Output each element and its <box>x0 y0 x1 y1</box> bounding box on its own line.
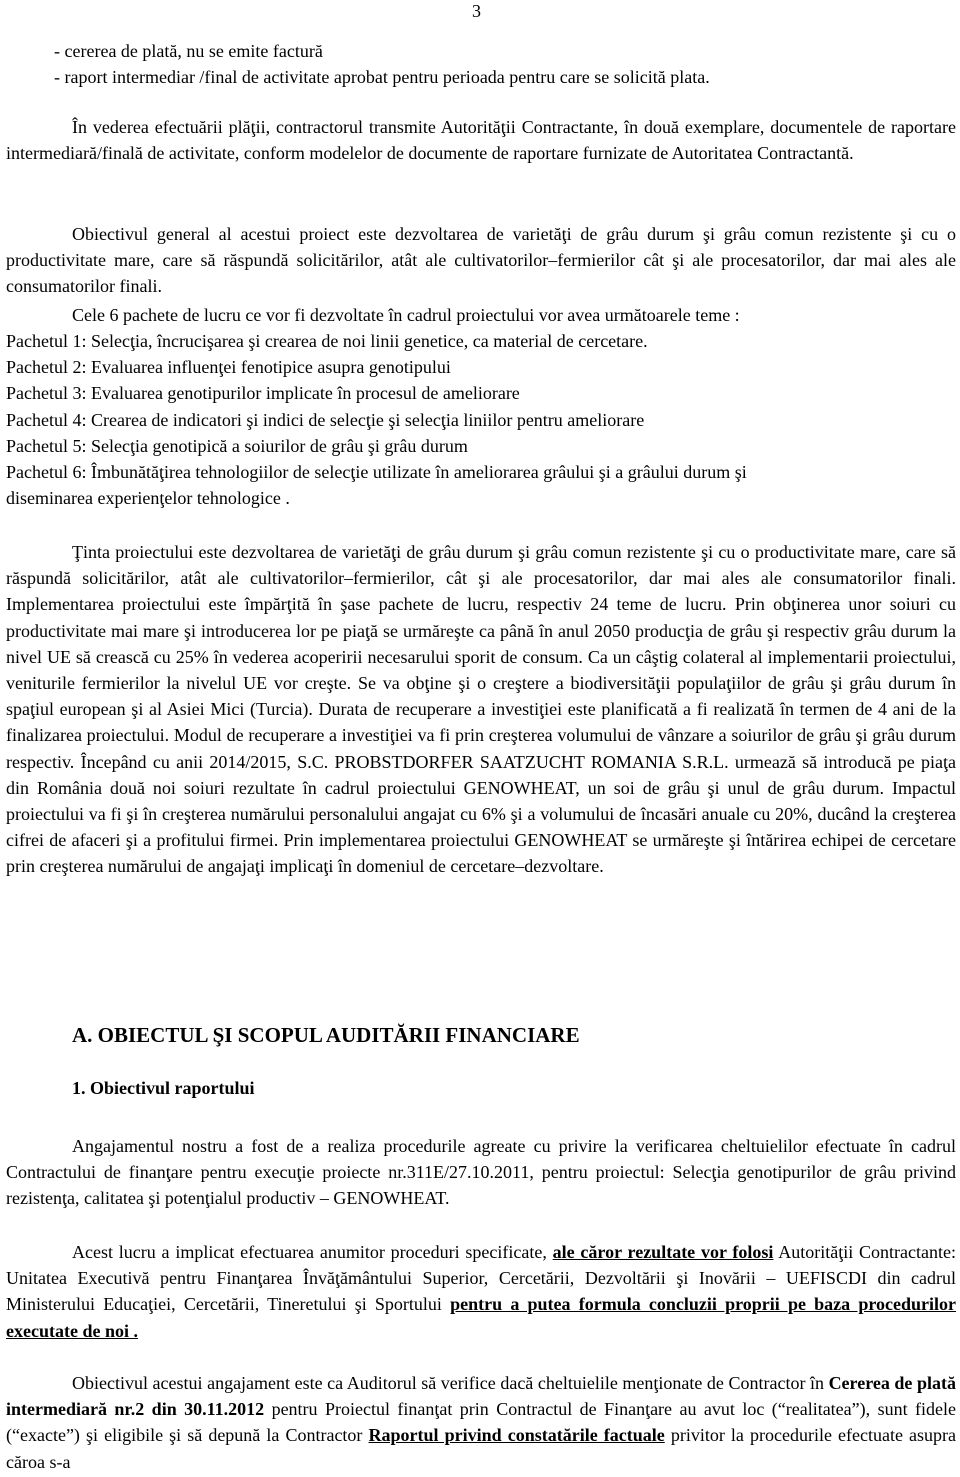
paragraph-target <box>6 539 956 880</box>
work-package-item: diseminarea experienţelor tehnologice . <box>6 488 290 509</box>
section-heading: A. OBIECTUL ŞI SCOPUL AUDITĂRII FINANCIARE <box>72 1023 580 1047</box>
paragraph-transmit <box>6 114 956 166</box>
paragraph-text: Obiectivul acestui angajament este ca Auditorul să verifice dacă cheltuielile menţionate de Contractor în <box>72 1373 829 1393</box>
underlined-bold-text: Raportul privind constatările factuale <box>368 1425 665 1446</box>
work-package-item: Pachetul 4: Crearea de indicatori şi indici de selecţie şi selecţia liniilor pentru ameliorare <box>6 409 645 430</box>
paragraph-procedures <box>6 1239 956 1344</box>
paragraph-text: Autorităţii Contractante: Unitatea Executivă pentru Finanţarea Învăţământului Superior, Cercetării, Dezvoltării şi Inovării – UEFISCDI din cadrul Ministerului Educaţiei, Cercetării, Tineretului şi Sportului <box>6 1242 956 1315</box>
bullet-list <box>54 38 954 90</box>
paragraph-auditor <box>6 1370 956 1475</box>
paragraph-text: Cele 6 pachete de lucru ce vor fi dezvoltate în cadrul proiectului vor avea următoarele teme : <box>72 305 740 325</box>
subsection-heading: 1. Obiectivul raportului <box>72 1078 255 1098</box>
bullet-item: - raport intermediar /final de activitate aprobat pentru perioada pentru care se solicită plata. <box>54 67 710 87</box>
work-package-item: Pachetul 3: Evaluarea genotipurilor implicate în procesul de ameliorare <box>6 383 520 404</box>
work-package-item: Pachetul 1: Selecţia, încrucişarea şi crearea de noi linii genetice, ca material de cercetare. <box>6 331 648 351</box>
bullet-item: - cererea de plată, nu se emite factură <box>54 41 323 61</box>
bold-text: Cererea de plată intermediară nr.2 din 30.11.2012 <box>6 1373 956 1420</box>
paragraph-text: În vederea efectuării plăţii, contractorul transmite Autorităţii Contractante, în două exemplare, documentele de raportare intermediară/finală de activitate, conform modelelor de documente de raportare furnizate de Autoritatea Contractantă. <box>6 117 956 164</box>
underlined-bold-text: pentru a putea formula concluzii proprii pe baza procedurilor executate de noi . <box>6 1294 957 1341</box>
paragraph-text: Acest lucru a implicat efectuarea anumitor proceduri specificate, <box>72 1242 553 1262</box>
work-packages-list <box>6 328 958 511</box>
paragraph-text: Angajamentul nostru a fost de a realiza procedurile agreate cu privire la verificarea cheltuielilor efectuate în cadrul Contractului de finanţare pentru execuţie proiecte nr.311E/27.10.2011, pentru proiectul: Selecţia genotipurilor de grâu privind rezistenţa, calitatea şi potenţialul productiv – GENOWHEAT. <box>6 1136 956 1209</box>
paragraph-text: Obiectivul general al acestui proiect este dezvoltarea de varietăţi de grâu durum şi grâu comun rezistente şi cu o productivitate mare, care să răspundă solicitărilor, atât ale cultivatorilor–fermierilor cât şi ale procesatorilor, dar mai ales ale consumatorilor finali. <box>6 224 956 297</box>
underlined-bold-text: ale căror rezultate vor folosi <box>552 1242 774 1262</box>
paragraph-engagement <box>6 1133 956 1212</box>
paragraph-text: pentru Proiectul finanţat prin Contractul de Finanţare au avut loc (“realitatea”), sunt fidele (“exacte”) şi eligibile şi să depună la Contractor <box>6 1399 956 1446</box>
page-number: 3 <box>472 1 481 21</box>
work-package-item: Pachetul 6: Îmbunătăţirea tehnologiilor de selecţie utilizate în ameliorarea grâului şi a grâului durum şi <box>6 462 747 483</box>
paragraph-text: Ţinta proiectului este dezvoltarea de varietăţi de grâu durum şi grâu comun rezistente şi cu o productivitate mare, care să răspundă solicitărilor, atât ale cultivatorilor–fermierilor, cât şi ale procesatorilor, dar mai ales ale consumatorilor finali. Implementarea proiectului este împărţită în şase pachete de lucru, respectiv 24 teme de lucru. Prin obţinerea unor soiuri cu productivitate mai mare şi introducerea lor pe piaţă se urmăreşte ca până în anul 2050 producţia de grâu şi respectiv grâu durum la nivel UE să crească cu 25% în vederea acoperirii necesarului sporit de consum. Ca un câştig colateral al implementarii proiectului, veniturile fermierilor la nivelul UE vor creşte. Se va obţine şi o creştere a biodiversităţii populaţiilor de grâu şi grâu durum în spaţiul european şi al Asiei Mici (Turcia). Durata de recuperare a investiţiei este planificată a fi realizată în termen de 4 ani de la finalizarea proiectului. Modul de recuperare a investiţiei va fi prin creşterea volumului de vânzare a soiurilor de grâu şi grâu durum respectiv. Începând cu anii 2014/2015, S.C. PROBSTDORFER SAATZUCHT ROMANIA S.R.L. urmează să introducă pe piaţa din România două noi soiuri rezultate în cadrul proiectului GENOWHEAT, un soi de grâu şi unul de grâu durum. Impactul proiectului va fi şi în creşterea numărului personalului angajat cu 6% şi a volumului de încasări anuale cu 20%, ducând la creşterea cifrei de afaceri şi a profitului firmei. Prin implementarea proiectului GENOWHEAT se urmăreşte şi întărirea echipei de cercetare prin creşterea numărului de angajaţi implicaţi în domeniul de cercetare–dezvoltare. <box>6 542 956 877</box>
work-package-item: Pachetul 2: Evaluarea influenţei fenotipice asupra genotipului <box>6 357 451 378</box>
work-package-item: Pachetul 5: Selecţia genotipică a soiurilor de grâu şi grâu durum <box>6 435 468 456</box>
paragraph-objective <box>6 221 956 300</box>
paragraph-packages-intro <box>6 302 956 328</box>
paragraph-text: privitor la procedurile efectuate asupra căroa s-a <box>6 1425 957 1472</box>
